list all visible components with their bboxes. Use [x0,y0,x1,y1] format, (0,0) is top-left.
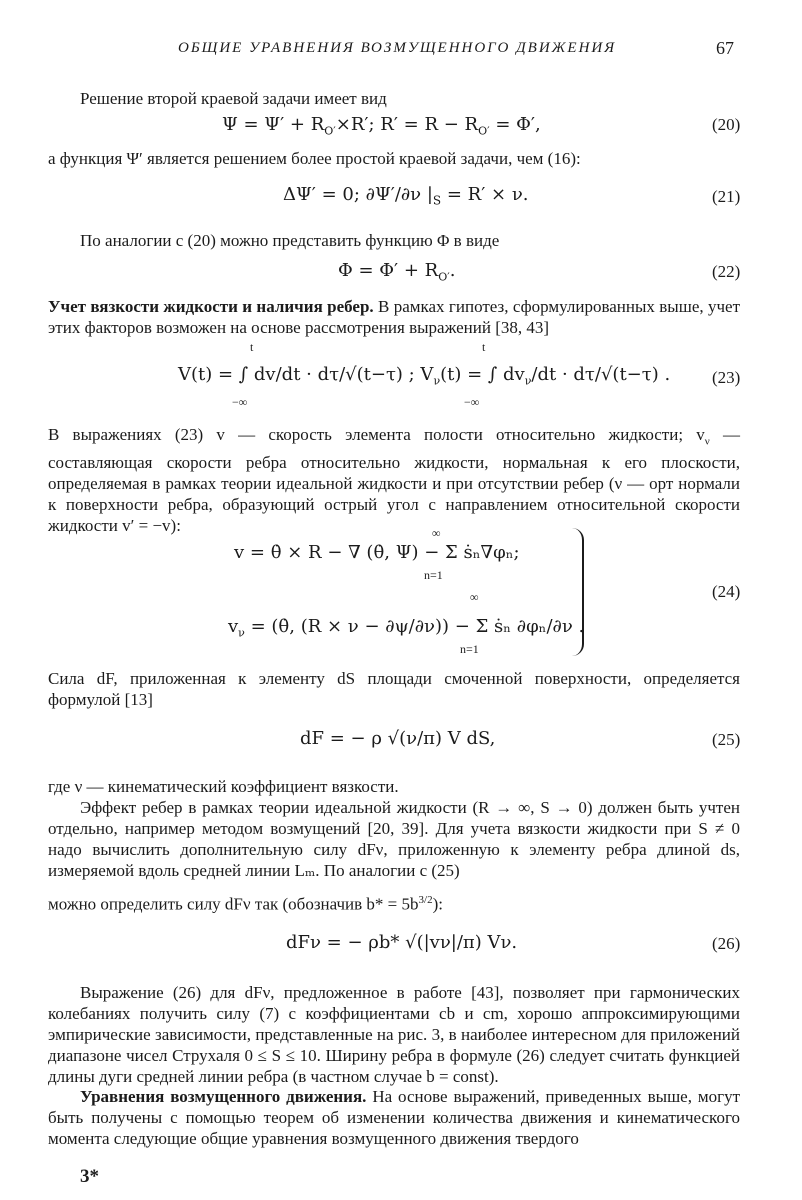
paragraph-function: а функция Ψ′ является решением более простой краевой задачи, чем (16): [48,149,581,168]
eq23-upper-limit-2: t [482,340,486,354]
define-force-text: можно определить силу dFν так (обозначив b* = 5b [48,894,419,914]
eq22-part1: Φ = Φ′ + R [338,260,439,281]
equation-22 [338,260,455,284]
eq24a-lower-limit: n=1 [424,568,443,582]
eq20-sub2: O′ [478,124,490,138]
eq21-part1: ΔΨ′ = 0; ∂Ψ′/∂ν | [283,184,433,205]
equation-21 [283,184,529,208]
eq23-part-b: dv/dt · dτ/√(t−τ) ; V [248,364,434,385]
equation-23 [178,364,670,388]
equation-number-26: (26) [712,934,741,953]
eq24b-end: ṡₙ ∂φₙ/∂ν . [488,616,585,637]
paragraph-force: Сила dF, приложенная к элементу dS площади смоченной поверхности, определяется формулой [13] [48,669,740,709]
paragraph-expressions-start: В выражениях (23) v — скорость элемента полости относительно жидкости; v [48,425,705,444]
paragraph-expressions-sub: ν [704,435,710,448]
eq24b-lower-limit: n=1 [460,642,479,656]
paragraph-equations-of-motion [48,1086,740,1149]
eq21-part2: = R′ × ν. [441,184,529,205]
eq20-part2: ×R′; R′ = R − R [335,114,479,135]
eq23-part-a: V(t) = ∫ [178,364,249,385]
eq23-sub: ν [433,374,441,388]
eq23-upper-limit-1: t [250,340,254,354]
eq22-part2: . [449,260,456,281]
eq23-part-d: dv [497,364,525,385]
equation-24b [228,616,584,640]
equation-26: dFν = − ρb* √(|vν|/π) Vν. [286,932,518,953]
eq20-part1: Ψ = Ψ′ + R [222,114,325,135]
eq23-part-e: /dt · dτ/√(t−τ) . [531,364,671,385]
eq23-part-c: (t) = ∫ [440,364,498,385]
eq24b-sub: ν [238,626,245,640]
paragraph-solution: Решение второй краевой задачи имеет вид [80,89,387,108]
eq24a-rest: ṡₙ∇φₙ; [457,542,520,563]
paragraph-analogy: По аналогии с (20) можно представить функцию Φ в виде [80,231,500,250]
equation-number-20: (20) [712,115,741,134]
equation-20 [222,114,541,138]
paragraph-viscosity-coef: где ν — кинематический коэффициент вязкости. [48,777,399,796]
define-force-end: ): [432,894,443,914]
eq24a-part: v = θ̇ × R − ∇ (θ̇, Ψ) − Σ [234,542,458,563]
eq20-sub1: O′ [324,124,336,138]
equation-number-23: (23) [712,368,741,387]
eq22-sub: O′ [438,270,450,284]
section-heading-motion: Уравнения возмущенного движения. [80,1087,367,1106]
paragraph-define-force [48,890,443,915]
paragraph-expression-26: Выражение (26) для dFν, предложенное в работе [43], позволяет при гармонических колебаниях получить силу (7) с коэффициентами cb и cm, хорошо аппроксимирующими эмпирические зависимости, представленные на рис. 3, в наиболее интересном для приложений диапазоне чисел Струхаля 0 ≤ S ≤ 10. Ширину ребра в формуле (26) следует считать функцией длины дуги средней линии ребра (в частном случае b = const). [48,983,740,1086]
define-force-sup: 3/2 [418,894,433,906]
paragraph-expressions-rest: — составляющая скорости ребра относительно жидкости, нормальная к его плоскости, определяемая в рамках теории идеальной жидкости и при отсутствии ребер (ν — орт нормали к поверхности ребра, образующий острый угол с направлением относительной скорости жидкости v′ = −v): [48,425,741,536]
eq24b-part: v [228,616,239,637]
paragraph-viscosity [48,296,740,338]
eq24b-upper-limit: ∞ [470,590,479,604]
eq24a-upper-limit: ∞ [432,526,441,540]
equation-25: dF = − ρ √(ν/π) V dS, [300,728,496,749]
equation-number-21: (21) [712,187,741,206]
equation-number-25: (25) [712,730,741,749]
paragraph-motion-text: На основе выражений, приведенных выше, могут быть получены с помощью теорем об изменении количества движения и кинематического момента следующие общие уравнения возмущенного движения твердого [48,1087,741,1148]
page-number: 67 [716,38,734,58]
equation-24a [234,542,520,563]
equation-number-22: (22) [712,262,741,281]
signature-mark: 3* [80,1166,99,1187]
eq21-sub: S [432,193,442,208]
eq20-part3: = Φ′, [489,114,541,135]
eq23-lower-limit-1: −∞ [232,395,248,409]
paragraph-expressions [48,424,740,536]
paragraph-edges-effect: Эффект ребер в рамках теории идеальной жидкости (R → ∞, S → 0) должен быть учтен отдельно, например методом возмущений [20, 39]. Для учета вязкости жидкости при S ≠ 0 надо вычислить дополнительную силу dFν, приложенную к элементу ребра длиной ds, измеряемой вдоль средней линии Lₘ. По аналогии с (25) [48,798,740,880]
system-brace [570,528,584,656]
eq24b-rest: = (θ̇, (R × ν − ∂ψ/∂ν)) − Σ [244,616,489,637]
running-title: ОБЩИЕ УРАВНЕНИЯ ВОЗМУЩЕННОГО ДВИЖЕНИЯ [178,40,617,56]
paragraph-viscosity-text: В рамках гипотез, сформулированных выше, учет этих факторов возможен на основе рассмотрения выражений [38, 43] [48,297,740,337]
equation-number-24: (24) [712,582,741,601]
eq23-lower-limit-2: −∞ [464,395,480,409]
section-heading-viscosity: Учет вязкости жидкости и наличия ребер. [48,297,374,316]
eq23-sub2: ν [524,374,532,388]
